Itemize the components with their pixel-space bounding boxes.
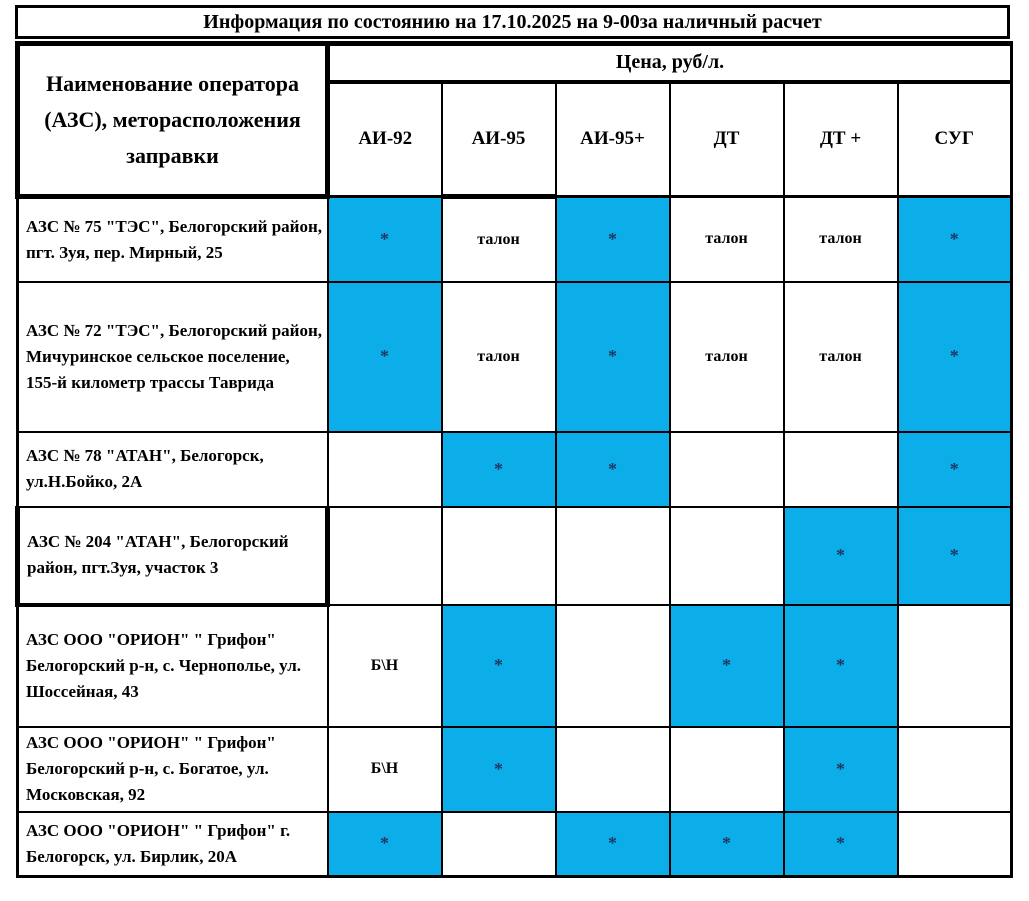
fuel-cell: * <box>898 282 1012 432</box>
fuel-cell: талон <box>442 282 556 432</box>
fuel-cell <box>670 507 784 605</box>
fuel-cell: * <box>784 727 898 812</box>
fuel-cell <box>442 812 556 877</box>
station-name: АЗС ООО "ОРИОН" " Грифон" г. Белогорск, ул. Бирлик, 20А <box>18 812 328 877</box>
station-name: АЗС ООО "ОРИОН" " Грифон" Белогорский р-н, с. Богатое, ул. Московская, 92 <box>18 727 328 812</box>
table-row <box>18 605 1012 727</box>
fuel-cell: талон <box>670 197 784 282</box>
fuel-price-table <box>15 41 1013 878</box>
fuel-cell: Б\Н <box>328 727 442 812</box>
fuel-cell <box>784 432 898 507</box>
fuel-cell: * <box>442 727 556 812</box>
station-name: АЗС № 72 "ТЭС", Белогорский район, Мичуринское сельское поселение, 155-й километр трассы Таврида <box>18 282 328 432</box>
fuel-cell: * <box>556 197 670 282</box>
page-title: Информация по состоянию на 17.10.2025 на 9-00за наличный расчет <box>15 5 1010 39</box>
fuel-cell: Б\Н <box>328 605 442 727</box>
fuel-cell <box>898 605 1012 727</box>
column-header-dt: ДТ <box>670 82 784 197</box>
fuel-cell: талон <box>670 282 784 432</box>
fuel-cell <box>670 432 784 507</box>
column-header-sug: СУГ <box>898 82 1012 197</box>
column-header-ai95plus: АИ-95+ <box>556 82 670 197</box>
fuel-cell <box>556 727 670 812</box>
fuel-cell: талон <box>784 282 898 432</box>
header-row-price-group <box>18 44 1012 82</box>
station-name: АЗС № 204 "АТАН", Белогорский район, пгт.Зуя, участок 3 <box>18 507 328 605</box>
fuel-cell <box>898 812 1012 877</box>
station-name: АЗС № 78 "АТАН", Белогорск, ул.Н.Бойко, 2А <box>18 432 328 507</box>
fuel-cell: * <box>328 197 442 282</box>
fuel-cell: * <box>328 812 442 877</box>
fuel-cell: * <box>442 432 556 507</box>
fuel-cell <box>442 507 556 605</box>
column-header-station-name: Наименование оператора (АЗС), меторасположения заправки <box>18 44 328 197</box>
fuel-cell: талон <box>442 197 556 282</box>
table-row <box>18 282 1012 432</box>
fuel-cell: * <box>670 605 784 727</box>
fuel-cell <box>556 507 670 605</box>
station-name: АЗС № 75 "ТЭС", Белогорский район, пгт. Зуя, пер. Мирный, 25 <box>18 197 328 282</box>
fuel-cell <box>898 727 1012 812</box>
fuel-cell: * <box>784 605 898 727</box>
fuel-cell: * <box>670 812 784 877</box>
fuel-cell: * <box>556 282 670 432</box>
fuel-cell: талон <box>784 197 898 282</box>
fuel-cell: * <box>898 197 1012 282</box>
column-header-ai92: АИ-92 <box>328 82 442 197</box>
fuel-cell <box>328 432 442 507</box>
fuel-cell <box>670 727 784 812</box>
column-header-price-group: Цена, руб/л. <box>328 44 1012 82</box>
table-row <box>18 812 1012 877</box>
table-row <box>18 507 1012 605</box>
table-row <box>18 197 1012 282</box>
fuel-cell: * <box>784 507 898 605</box>
column-header-dtplus: ДТ + <box>784 82 898 197</box>
fuel-cell: * <box>556 812 670 877</box>
fuel-cell: * <box>898 432 1012 507</box>
fuel-cell: * <box>328 282 442 432</box>
table-row <box>18 727 1012 812</box>
fuel-cell: * <box>556 432 670 507</box>
fuel-cell <box>556 605 670 727</box>
fuel-cell: * <box>442 605 556 727</box>
fuel-cell <box>328 507 442 605</box>
fuel-cell: * <box>784 812 898 877</box>
station-name: АЗС ООО "ОРИОН" " Грифон" Белогорский р-н, с. Чернополье, ул. Шоссейная, 43 <box>18 605 328 727</box>
fuel-cell: * <box>898 507 1012 605</box>
table-row <box>18 432 1012 507</box>
column-header-ai95: АИ-95 <box>442 82 556 197</box>
